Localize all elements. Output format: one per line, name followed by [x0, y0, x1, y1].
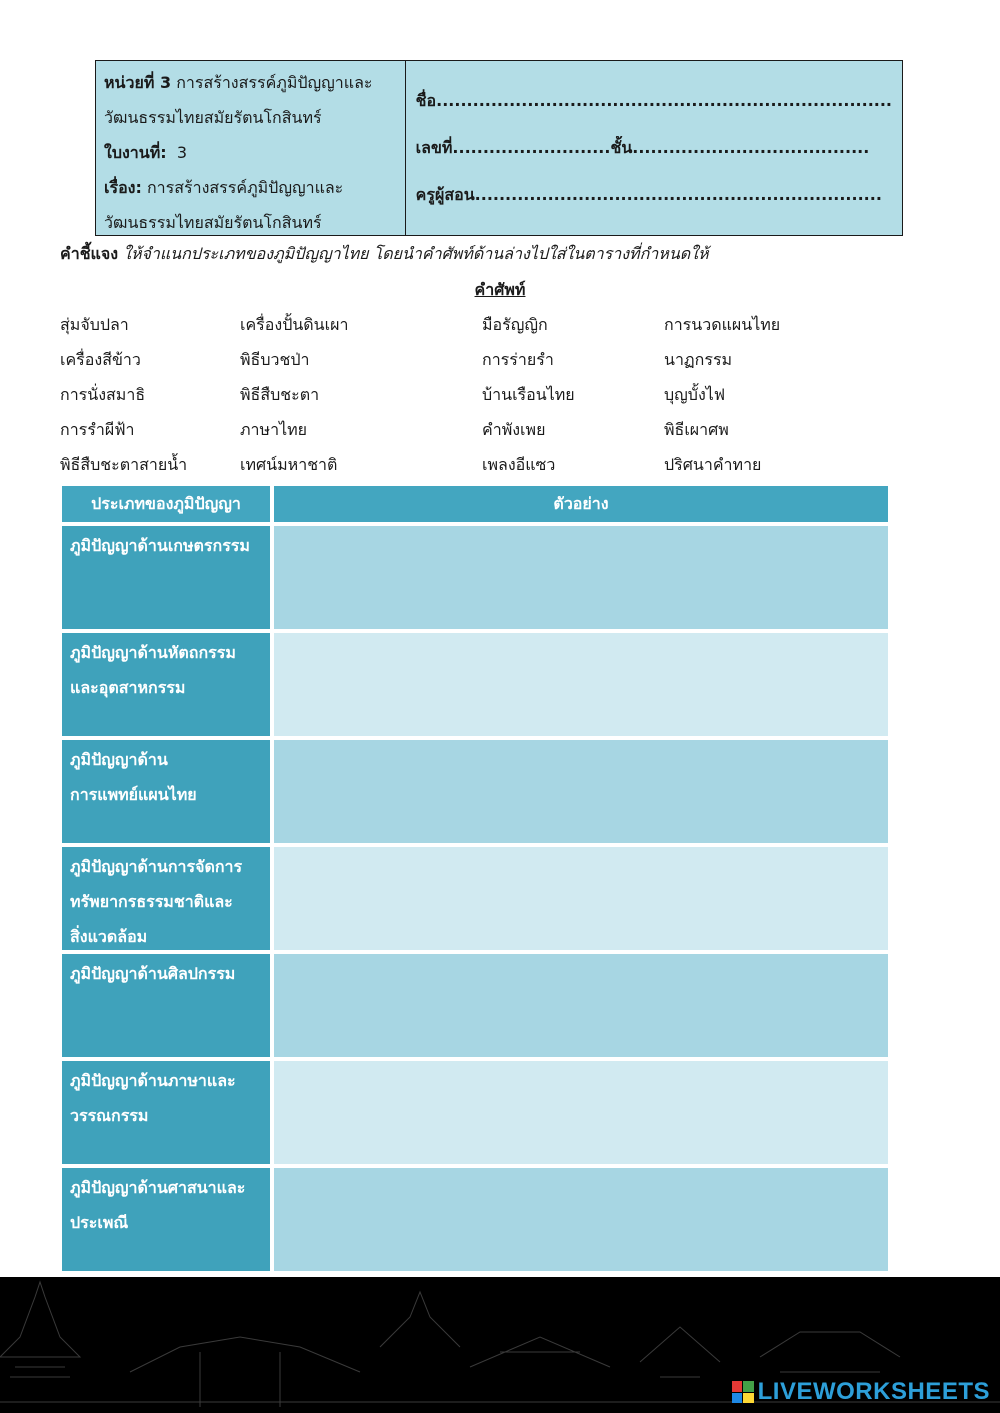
- category-cell: [62, 526, 270, 629]
- category-line: ภูมิปัญญาด้านศิลปกรรม: [70, 964, 236, 983]
- examples-drop-zone[interactable]: [274, 526, 888, 629]
- category-cell: [62, 847, 270, 950]
- category-line: ภูมิปัญญาด้านหัตถกรรม: [70, 643, 236, 662]
- examples-drop-zone[interactable]: [274, 633, 888, 736]
- category-line: การแพทย์แผนไทย: [70, 785, 197, 804]
- table-header-row: [62, 486, 888, 522]
- instructions-text: ให้จำแนกประเภทของภูมิปัญญาไทย โดยนำคำศัพท์ด้านล่างไปใส่ในตารางที่กำหนดให้: [123, 244, 709, 263]
- table-row: [62, 847, 888, 950]
- vocab-word[interactable]: ภาษาไทย: [240, 420, 308, 439]
- category-line: ภูมิปัญญาด้านศาสนาและ: [70, 1178, 246, 1197]
- table-row: [62, 954, 888, 1057]
- classification-table: [62, 486, 888, 1275]
- category-line: ภูมิปัญญาด้านการจัดการ: [70, 857, 243, 876]
- vocab-word[interactable]: การร่ายรำ: [482, 350, 554, 369]
- worksheet-number: 3: [176, 143, 188, 162]
- liveworksheets-logo[interactable]: [732, 1378, 990, 1406]
- unit-label: หน่วยที่ 3: [104, 73, 172, 92]
- category-column-header: ประเภทของภูมิปัญญา: [62, 486, 270, 522]
- vocab-word[interactable]: การนวดแผนไทย: [664, 315, 781, 334]
- table-row: [62, 526, 888, 629]
- logo-square: [732, 1381, 743, 1392]
- vocab-word[interactable]: บุญบั้งไฟ: [664, 385, 726, 404]
- vocab-word[interactable]: บ้านเรือนไทย: [482, 385, 575, 404]
- table-row: [62, 633, 888, 736]
- brand-name: LIVEWORKSHEETS: [757, 1378, 990, 1405]
- logo-square: [743, 1393, 754, 1404]
- category-line: และอุตสาหกรรม: [70, 678, 186, 697]
- topic-label: เรื่อง:: [104, 178, 142, 197]
- category-cell: [62, 1061, 270, 1164]
- vocab-word[interactable]: พิธีสืบชะตา: [240, 385, 320, 404]
- instructions-label: คำชี้แจง: [60, 244, 119, 263]
- worksheet-label: ใบงานที่:: [104, 143, 167, 162]
- vocab-word[interactable]: การนั่งสมาธิ: [60, 385, 146, 404]
- category-cell: [62, 954, 270, 1057]
- name-field[interactable]: ชื่อ...........................................................................: [415, 91, 892, 110]
- category-line: ภูมิปัญญาด้าน: [70, 750, 168, 769]
- vocab-word[interactable]: นาฏกรรม: [664, 350, 733, 369]
- logo-square: [732, 1393, 743, 1404]
- vocabulary-title: คำศัพท์: [474, 280, 526, 299]
- unit-info: [96, 61, 406, 235]
- category-line: วรรณกรรม: [70, 1106, 149, 1125]
- category-cell: [62, 633, 270, 736]
- vocab-word[interactable]: ปริศนาคำทาย: [664, 455, 762, 474]
- category-line: ทรัพยากรธรรมชาติและ: [70, 892, 233, 911]
- student-info: [406, 61, 902, 235]
- vocab-word[interactable]: เทศน์มหาชาติ: [240, 455, 338, 474]
- table-row: [62, 740, 888, 843]
- topic-title: การสร้างสรรค์ภูมิปัญญาและวัฒนธรรมไทยสมัยรัตนโกสินทร์: [104, 178, 344, 232]
- examples-drop-zone[interactable]: [274, 847, 888, 950]
- instructions: [60, 242, 709, 267]
- number-class-field[interactable]: เลขที่..........................ชั้น.......................................: [415, 138, 870, 157]
- examples-drop-zone[interactable]: [274, 954, 888, 1057]
- category-cell: [62, 740, 270, 843]
- vocab-word[interactable]: คำพังเพย: [482, 420, 546, 439]
- table-row: [62, 1168, 888, 1271]
- vocab-word[interactable]: การรำผีฟ้า: [60, 420, 135, 439]
- category-cell: [62, 1168, 270, 1271]
- live-logo-icon: [732, 1381, 754, 1403]
- vocabulary-list: [60, 310, 900, 485]
- vocab-word[interactable]: พิธีเผาศพ: [664, 420, 729, 439]
- vocab-word[interactable]: สุ่มจับปลา: [60, 315, 129, 334]
- teacher-field[interactable]: ครูผู้สอน...................................................................: [415, 185, 882, 204]
- unit-title: การสร้างสรรค์ภูมิปัญญาและวัฒนธรรมไทยสมัยรัตนโกสินทร์: [104, 73, 373, 127]
- vocab-word[interactable]: พิธีสืบชะตาสายน้ำ: [60, 455, 188, 474]
- category-line: ประเพณี: [70, 1213, 129, 1232]
- category-line: สิ่งแวดล้อม: [70, 927, 148, 946]
- vocab-word[interactable]: พิธีบวชป่า: [240, 350, 310, 369]
- worksheet-header: [95, 60, 903, 236]
- examples-column-header: ตัวอย่าง: [274, 486, 888, 522]
- category-line: ภูมิปัญญาด้านเกษตรกรรม: [70, 536, 250, 555]
- examples-drop-zone[interactable]: [274, 1168, 888, 1271]
- vocab-word[interactable]: มือรัญญิก: [482, 315, 548, 334]
- category-line: ภูมิปัญญาด้านภาษาและ: [70, 1071, 236, 1090]
- examples-drop-zone[interactable]: [274, 740, 888, 843]
- table-row: [62, 1061, 888, 1164]
- vocab-word[interactable]: เครื่องปั้นดินเผา: [240, 315, 349, 334]
- vocab-word[interactable]: เพลงอีแซว: [482, 455, 556, 474]
- vocab-word[interactable]: เครื่องสีข้าว: [60, 350, 141, 369]
- examples-drop-zone[interactable]: [274, 1061, 888, 1164]
- logo-square: [743, 1381, 754, 1392]
